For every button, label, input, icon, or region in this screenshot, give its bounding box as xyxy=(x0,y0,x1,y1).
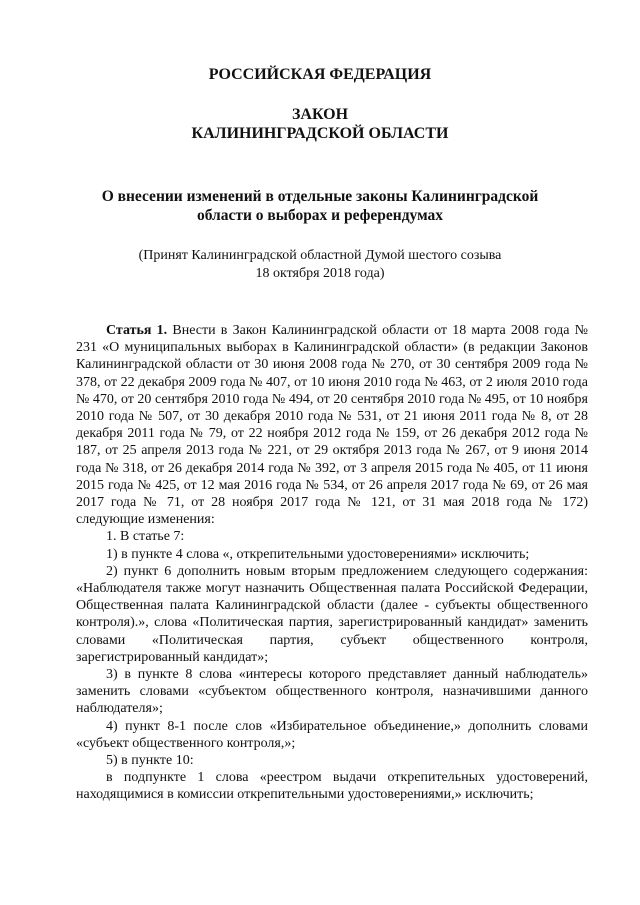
list-item: 5) в пункте 10: xyxy=(106,753,194,769)
country-heading: РОССИЙСКАЯ ФЕДЕРАЦИЯ xyxy=(208,66,432,83)
law-heading: ЗАКОН xyxy=(291,106,349,123)
region-heading: КАЛИНИНГРАДСКОЙ ОБЛАСТИ xyxy=(191,125,449,142)
list-item: в подпункте 1 слова «реестром выдачи открепительных удостоверений, находящимися в комиссии открепительными удостоверениями,» исключить; xyxy=(76,770,588,803)
list-item: 4) пункт 8-1 после слов «Избирательное объединение,» дополнить словами «субъект общественного контроля,»; xyxy=(76,718,588,751)
adoption-note-line-2: 18 октября 2018 года) xyxy=(255,266,385,281)
article-1-paragraph xyxy=(76,322,588,528)
law-title-line-1: О внесении изменений в отдельные законы Калининградской xyxy=(101,188,539,205)
list-item: 1) в пункте 4 слова «, открепительными удостоверениями» исключить; xyxy=(106,546,530,562)
list-item: 1. В статье 7: xyxy=(106,529,185,545)
list-item: 3) в пункте 8 слова «интересы которого представляет данный наблюдатель» заменить словами «субъектом общественного контроля, назначившими данного наблюдателя»; xyxy=(76,667,588,717)
law-body xyxy=(76,322,588,804)
article-1-text: Внести в Закон Калининградской области от 18 марта 2008 года № 231 «О муниципальных выборах в Калининградской области» (в редакции Законов Калининградской области от 30 июня 2008 года № 270, от 30 сентября 2009 года № 378, от 22 декабря 2009 года № 407, от 10 июня 2010 года № 463, от 2 июля 2010 года № 470, от 20 сентября 2010 года № 494, от 20 сентября 2010 года № 495, от 10 ноября 2010 года № 507, от 30 декабря 2010 года № 531, от 21 июня 2011 года № 8, от 28 декабря 2011 года № 79, от 22 ноября 2012 года № 159, от 26 декабря 2012 года № 187, от 25 апреля 2013 года № 221, от 29 октября 2013 года № 267, от 9 июня 2014 года № 318, от 26 декабря 2014 года № 392, от 3 апреля 2015 года № 405, от 11 июня 2015 года № 425, от 12 мая 2016 года № 534, от 26 апреля 2017 года № 69, от 26 мая 2017 года № 71, от 28 ноября 2017 года № 121, от 31 мая 2018 года № 172) следующие изменения: xyxy=(76,323,589,528)
list-item: 2) пункт 6 дополнить новым вторым предложением следующего содержания: «Наблюдателя также могут назначить Общественная палата Российской Федерации, Общественная палата Калининградской области (далее - субъекты общественного контроля).», слова «Политическая партия, зарегистрированный кандидат» заменить словами «Политическая партия, субъект общественного контроля, зарегистрированный кандидат»; xyxy=(76,563,588,665)
law-title-line-2: области о выборах и референдумах xyxy=(196,207,444,224)
adoption-note-line-1: (Принят Калининградской областной Думой шестого созыва xyxy=(138,248,502,263)
article-1-label: Статья 1. xyxy=(106,323,168,338)
